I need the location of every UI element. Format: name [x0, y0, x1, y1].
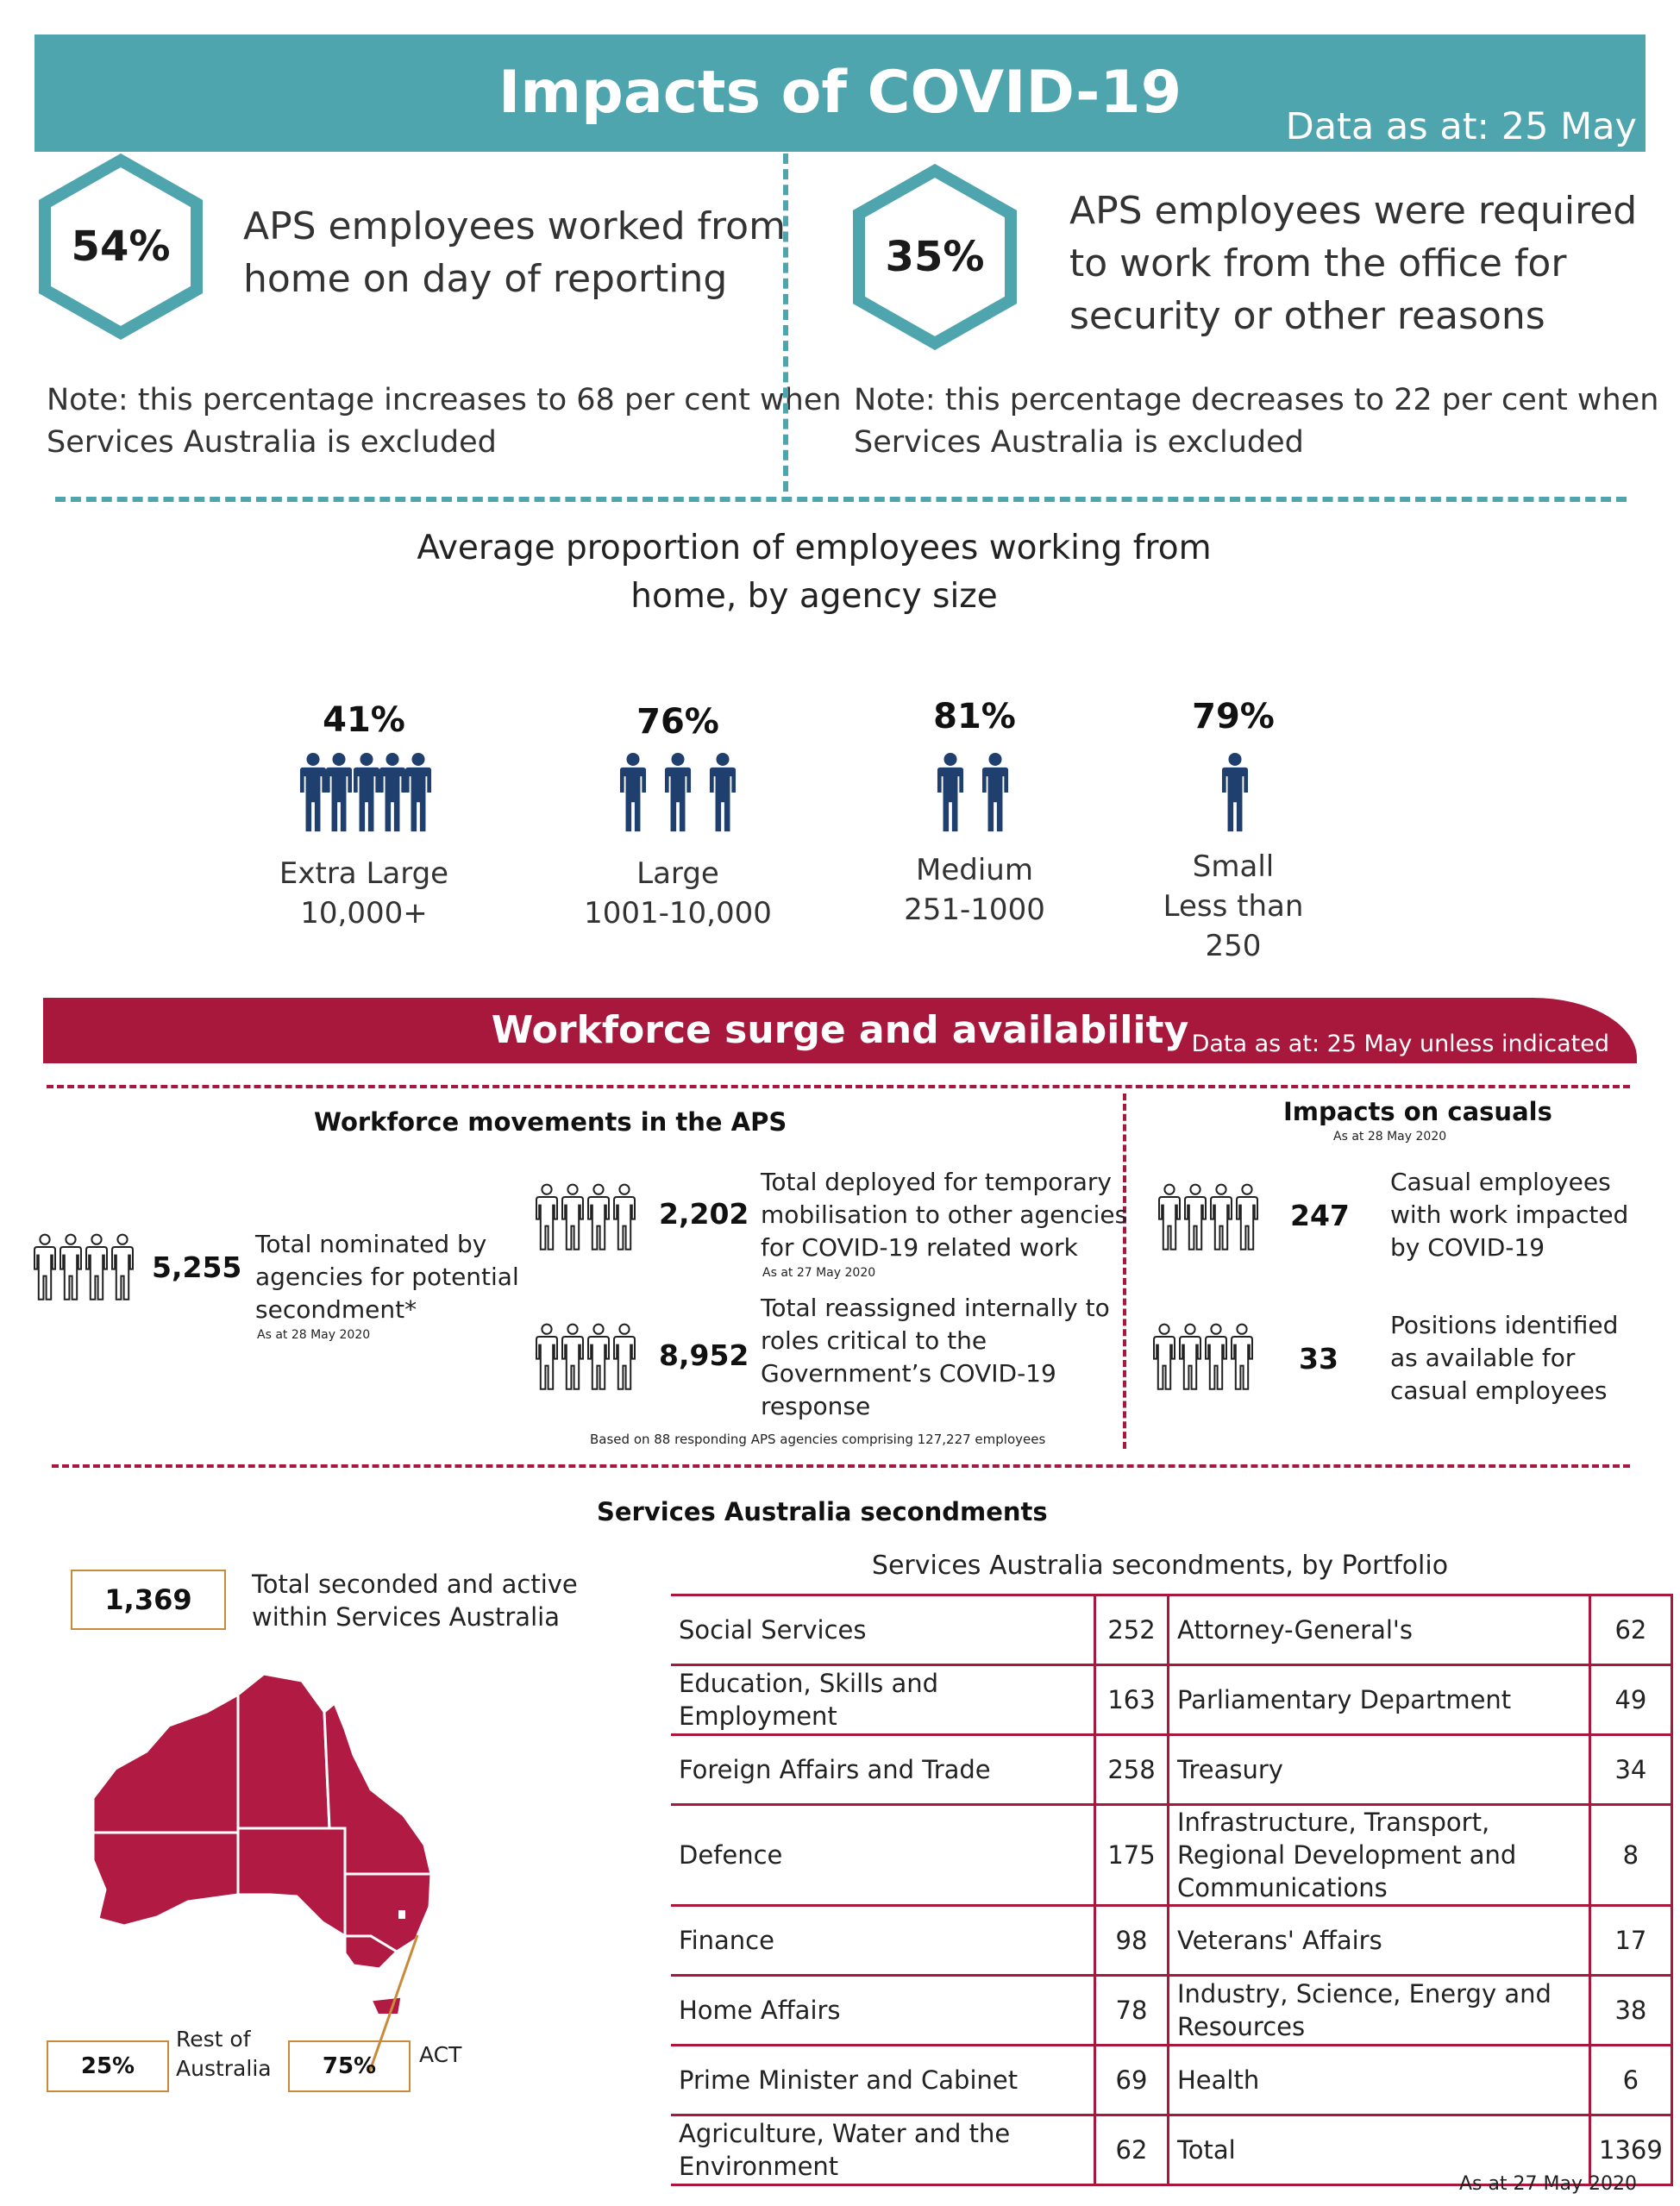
- agency-large-label: [549, 854, 807, 933]
- text-line: by COVID-19: [1390, 1233, 1545, 1262]
- people-outline-icon: [533, 1323, 640, 1392]
- workforce-title: Workforce surge and availability: [491, 1008, 1189, 1052]
- nominated-asat: As at 28 May 2020: [257, 1328, 371, 1342]
- portfolio-name: Industry, Science, Energy and Resources: [1169, 1976, 1590, 2046]
- title-line: home, by agency size: [630, 577, 998, 616]
- text-line: Positions identified: [1390, 1311, 1619, 1339]
- portfolio-table: [671, 1594, 1673, 2186]
- note-line: Note: this percentage increases to 68 per cent when: [47, 383, 842, 417]
- note-line: Note: this percentage decreases to 22 per cent when: [854, 383, 1659, 417]
- portfolio-value: 38: [1590, 1976, 1672, 2046]
- agency-small-label: [1104, 847, 1363, 966]
- agency-value: 41%: [323, 700, 405, 740]
- table-title: Services Australia secondments, by Portfolio: [871, 1551, 1449, 1581]
- text-line: roles critical to the: [761, 1326, 987, 1355]
- agency-label: Medium: [916, 853, 1033, 887]
- portfolio-name: Foreign Affairs and Trade: [671, 1735, 1095, 1805]
- people-outline-icon: [31, 1233, 138, 1302]
- portfolio-value: 163: [1095, 1665, 1169, 1735]
- agency-value: 76%: [636, 702, 719, 742]
- stat-text-line: security or other reasons: [1069, 294, 1545, 338]
- portfolio-value: 34: [1590, 1735, 1672, 1805]
- stat-note-office: [854, 379, 1658, 464]
- portfolio-name: Social Services: [671, 1595, 1095, 1665]
- workforce-date: Data as at: 25 May unless indicated: [1191, 1031, 1609, 1057]
- divider-horizontal: [55, 497, 1627, 502]
- text-line: mobilisation to other agencies: [761, 1200, 1128, 1229]
- text-line: Casual employees: [1390, 1168, 1611, 1196]
- stat-text-line: APS employees worked from: [243, 204, 786, 248]
- agency-label: Small: [1192, 849, 1275, 884]
- portfolio-value: 17: [1590, 1906, 1672, 1976]
- divider-horizontal: [52, 1464, 1630, 1468]
- people-outline-icon: [1156, 1183, 1263, 1252]
- workforce-banner: [43, 998, 1637, 1063]
- reassigned-text: [761, 1292, 1110, 1423]
- people-outline-icon: [533, 1183, 640, 1252]
- portfolio-value: 62: [1590, 1595, 1672, 1665]
- table-row: [671, 1735, 1671, 1805]
- table-row: [671, 2046, 1671, 2115]
- portfolio-name: Finance: [671, 1906, 1095, 1976]
- people-outline-icon: [1150, 1323, 1257, 1392]
- casuals-title: Impacts on casuals: [1283, 1097, 1552, 1126]
- reassigned-value: 8,952: [659, 1338, 749, 1372]
- agency-extra-large-label: [235, 854, 493, 933]
- agency-label: 251-1000: [904, 893, 1045, 927]
- casual-positions-value: 33: [1299, 1342, 1338, 1376]
- based-on-note: Based on 88 responding APS agencies comprising 127,227 employees: [590, 1432, 1046, 1447]
- text-line: Australia: [176, 2056, 272, 2081]
- stat-value-wfh: 54%: [71, 222, 171, 271]
- person-icon: [1214, 752, 1256, 833]
- agency-medium-label: [845, 850, 1104, 930]
- text-line: Government’s COVID-19: [761, 1359, 1056, 1388]
- title-line: Average proportion of employees working from: [417, 529, 1212, 567]
- deployed-asat: As at 27 May 2020: [762, 1266, 876, 1280]
- stat-value-office: 35%: [885, 233, 985, 281]
- divider-vertical: [1123, 1094, 1126, 1449]
- text-line: Total reassigned internally to: [761, 1294, 1110, 1322]
- agency-small: [1104, 697, 1363, 736]
- casuals-asat: As at 28 May 2020: [1333, 1130, 1447, 1144]
- agency-label: Less than: [1163, 889, 1304, 924]
- portfolio-name: Home Affairs: [671, 1976, 1095, 2046]
- portfolio-name: Veterans' Affairs: [1169, 1906, 1590, 1976]
- portfolio-value: 1369: [1590, 2115, 1672, 2185]
- text-line: Total seconded and active: [252, 1570, 578, 1599]
- footnote: As at 27 May 2020: [1458, 2173, 1637, 2195]
- divider-vertical: [783, 154, 788, 492]
- text-line: agencies for potential: [255, 1263, 519, 1291]
- nominated-value: 5,255: [152, 1250, 242, 1284]
- portfolio-name: Treasury: [1169, 1735, 1590, 1805]
- stat-text-wfh: [243, 200, 786, 305]
- agency-label: Large: [636, 856, 719, 891]
- agency-section-title: [366, 524, 1263, 621]
- act-pct: 75%: [288, 2040, 411, 2092]
- text-line: as available for: [1390, 1344, 1576, 1372]
- divider-horizontal: [47, 1085, 1630, 1088]
- portfolio-value: 62: [1095, 2115, 1169, 2185]
- text-line: secondment*: [255, 1295, 417, 1324]
- stat-text-line: home on day of reporting: [243, 257, 728, 301]
- people-icon: [614, 752, 743, 833]
- portfolio-value: 69: [1095, 2046, 1169, 2115]
- agency-large: [549, 702, 807, 742]
- header-date: Data as at: 25 May: [1285, 105, 1637, 148]
- text-line: Rest of: [176, 2027, 251, 2052]
- portfolio-value: 8: [1590, 1805, 1672, 1906]
- portfolio-value: 49: [1590, 1665, 1672, 1735]
- text-line: Total deployed for temporary: [761, 1168, 1112, 1196]
- agency-label: 10,000+: [300, 896, 428, 931]
- table-row: [671, 1805, 1671, 1906]
- note-line: Services Australia is excluded: [47, 425, 497, 460]
- portfolio-value: 175: [1095, 1805, 1169, 1906]
- total-seconded-value: 1,369: [71, 1570, 226, 1630]
- text-line: response: [761, 1392, 871, 1420]
- table-row: [671, 1665, 1671, 1735]
- agency-medium: [845, 697, 1104, 736]
- page-title: Impacts of COVID-19: [498, 59, 1182, 127]
- text-line: within Services Australia: [252, 1602, 560, 1632]
- casual-impacted-text: [1390, 1166, 1628, 1264]
- note-line: Services Australia is excluded: [854, 425, 1304, 460]
- rest-of-australia-pct: 25%: [47, 2040, 169, 2092]
- people-icon: [931, 752, 1018, 833]
- table-row: [671, 1976, 1671, 2046]
- text-line: for COVID-19 related work: [761, 1233, 1078, 1262]
- stat-text-line: to work from the office for: [1069, 241, 1567, 285]
- nominated-text: [255, 1228, 519, 1326]
- portfolio-name: Parliamentary Department: [1169, 1665, 1590, 1735]
- agency-label: 250: [1205, 929, 1262, 963]
- portfolio-name: Prime Minister and Cabinet: [671, 2046, 1095, 2115]
- agency-value: 79%: [1192, 697, 1275, 736]
- portfolio-name: Attorney-General's: [1169, 1595, 1590, 1665]
- stat-text-office: [1069, 185, 1637, 342]
- portfolio-value: 78: [1095, 1976, 1169, 2046]
- agency-extra-large: [235, 700, 493, 740]
- casual-impacted-value: 247: [1290, 1199, 1350, 1232]
- text-line: with work impacted: [1390, 1200, 1629, 1229]
- portfolio-value: 98: [1095, 1906, 1169, 1976]
- act-label: ACT: [419, 2042, 462, 2067]
- services-title: Services Australia secondments: [597, 1497, 1048, 1526]
- casual-positions-text: [1390, 1309, 1618, 1407]
- text-line: Total nominated by: [255, 1230, 487, 1258]
- portfolio-name: Total: [1169, 2115, 1590, 2185]
- portfolio-name: Agriculture, Water and the Environment: [671, 2115, 1095, 2185]
- agency-label: 1001-10,000: [584, 896, 772, 931]
- stat-note-wfh: [47, 379, 842, 464]
- portfolio-name: Education, Skills and Employment: [671, 1665, 1095, 1735]
- portfolio-value: 252: [1095, 1595, 1169, 1665]
- total-seconded-text: [252, 1568, 578, 1633]
- portfolio-name: Health: [1169, 2046, 1590, 2115]
- deployed-text: [761, 1166, 1127, 1264]
- portfolio-name: Defence: [671, 1805, 1095, 1906]
- agency-label: Extra Large: [279, 856, 449, 891]
- stat-text-line: APS employees were required: [1069, 189, 1638, 233]
- portfolio-value: 258: [1095, 1735, 1169, 1805]
- rest-of-australia-label: [176, 2025, 272, 2084]
- text-line: casual employees: [1390, 1376, 1608, 1405]
- portfolio-value: 6: [1590, 2046, 1672, 2115]
- people-icon: [297, 752, 435, 833]
- deployed-value: 2,202: [659, 1197, 749, 1231]
- header-banner: [34, 34, 1646, 152]
- portfolio-name: Infrastructure, Transport, Regional Development and Communications: [1169, 1805, 1590, 1906]
- table-row: [671, 1595, 1671, 1665]
- movements-title: Workforce movements in the APS: [314, 1107, 787, 1137]
- agency-value: 81%: [933, 697, 1016, 736]
- table-row: [671, 1906, 1671, 1976]
